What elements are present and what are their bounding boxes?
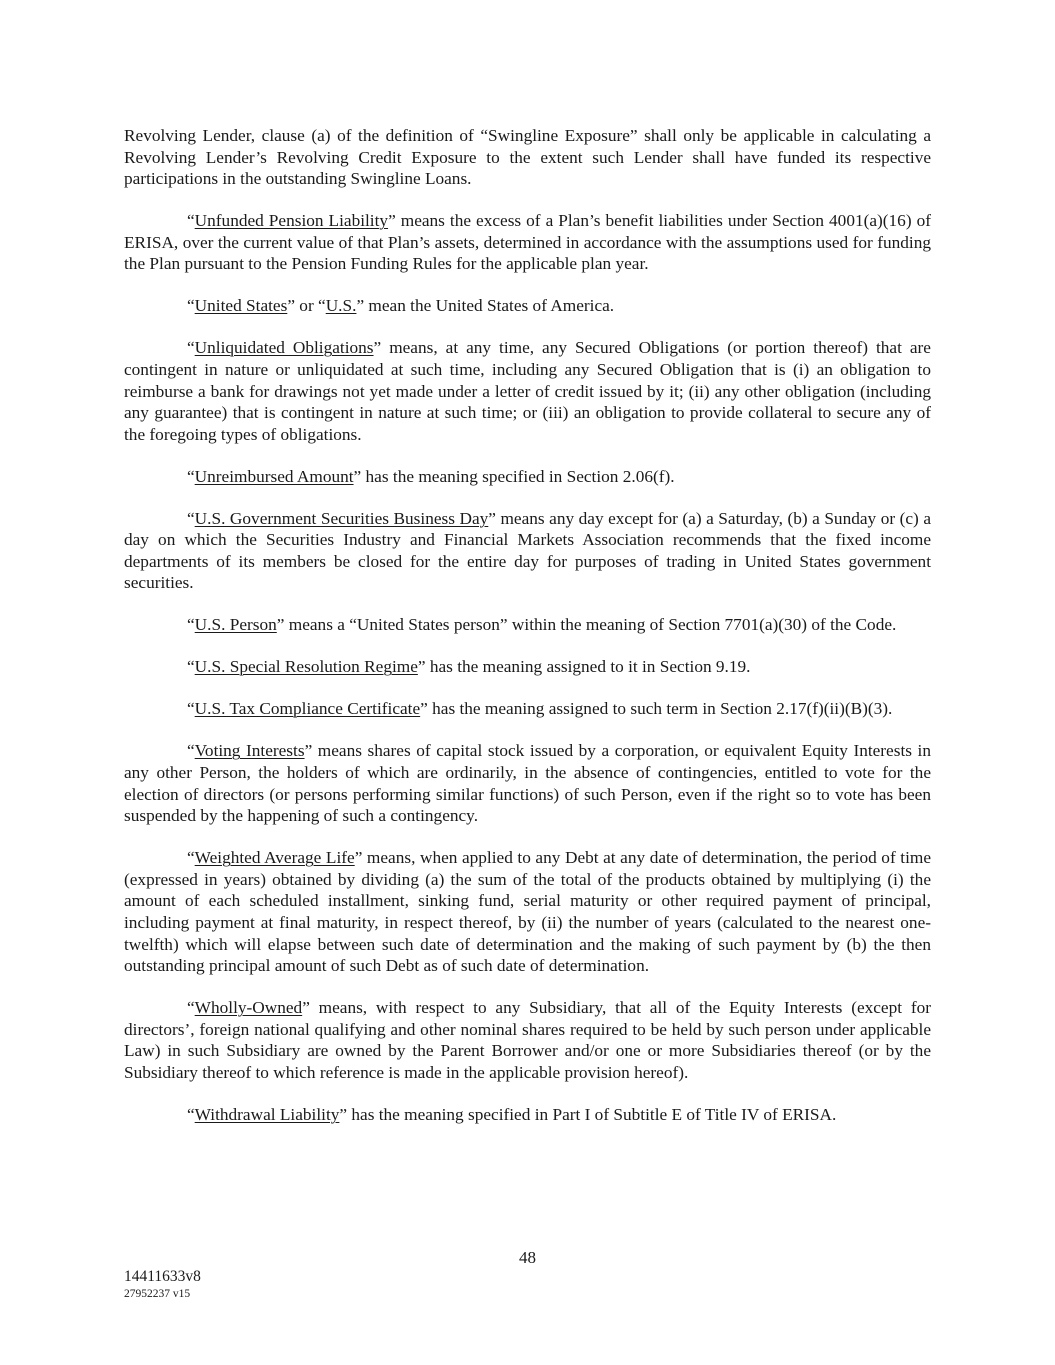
definition-text: ” means, at any time, any Secured Obligations (or portion thereof) that are contingent in nature or unliquidated at such time, including any Secured Obligation that is (i) an obligation to reimburse a bank for drawings not yet made under a letter of credit issued by it; (ii) any other obligation (including any guarantee) that is contingent in nature at such time; or (iii) an obligation to provide collateral to secure any of the foregoing types of obligations. xyxy=(124,338,931,444)
open-quote: “ xyxy=(187,848,195,868)
definition-text: ” means, when applied to any Debt at any date of determination, the period of time (expressed in years) obtained by dividing (a) the sum of the total of the products obtained by multiplying (i) the amount of each scheduled installment, sinking fund, serial maturity or other required payment of principal, including payment at final maturity, in respect thereof, by (ii) the number of years (calculated to the nearest one-twelfth) which will elapse between such date of determination and the making of such payment by (b) the then outstanding principal amount of such Debt as of such date of determination. xyxy=(124,848,931,976)
definition-united-states xyxy=(124,295,931,317)
paragraph-continuation xyxy=(124,125,931,190)
open-quote: “ xyxy=(187,1104,195,1124)
connector-text: ” or “ xyxy=(287,296,326,316)
defined-term: U.S. Tax Compliance Certificate xyxy=(194,699,421,719)
defined-term: Withdrawal Liability xyxy=(194,1104,340,1124)
defined-term: Wholly-Owned xyxy=(194,998,303,1018)
open-quote: “ xyxy=(187,615,195,635)
defined-term-alias: U.S. xyxy=(325,296,357,316)
definition-us-person xyxy=(124,614,931,636)
open-quote: “ xyxy=(187,296,195,316)
definition-us-special-resolution-regime xyxy=(124,656,931,678)
defined-term: Unliquidated Obligations xyxy=(194,338,374,358)
defined-term: Unfunded Pension Liability xyxy=(194,211,389,231)
defined-term: U.S. Special Resolution Regime xyxy=(194,657,418,677)
page-number: 48 xyxy=(519,1248,536,1267)
open-quote: “ xyxy=(187,657,195,677)
open-quote: “ xyxy=(187,741,195,761)
definition-us-tax-compliance-certificate xyxy=(124,698,931,720)
document-id-secondary: 27952237 v15 xyxy=(124,1288,191,1300)
document-body xyxy=(124,125,931,1146)
definition-weighted-average-life xyxy=(124,847,931,977)
defined-term: United States xyxy=(194,296,288,316)
definition-unliquidated-obligations xyxy=(124,337,931,445)
definition-text: ” means shares of capital stock issued by a corporation, or equivalent Equity Interests in any other Person, the holders of which are ordinarily, in the absence of contingencies, entitled to vote for the election of directors (or persons performing similar functions) of such Person, even if the right so to vote has been suspended by the happening of such a contingency. xyxy=(124,741,931,826)
definition-unfunded-pension-liability xyxy=(124,210,931,275)
definition-text: ” means any day except for (a) a Saturday, (b) a Sunday or (c) a day on which the Securities Industry and Financial Markets Association recommends that the fixed income departments of its members be closed for the entire day for purposes of trading in United States government securities. xyxy=(124,508,931,593)
definition-text: ” means, with respect to any Subsidiary, that all of the Equity Interests (except for directors’, foreign national qualifying and other nominal shares required to be held by such person under applicable Law) in such Subsidiary are owned by the Parent Borrower and/or one or more Subsidiaries thereof (or by the Subsidiary thereof to which reference is made in the applicable provision hereof). xyxy=(124,998,931,1082)
defined-term: U.S. Government Securities Business Day xyxy=(194,508,489,528)
defined-term: Unreimbursed Amount xyxy=(194,466,354,486)
definition-text: ” has the meaning specified in Section 2.06(f). xyxy=(353,466,675,486)
defined-term: Weighted Average Life xyxy=(194,848,355,868)
definition-us-government-securities-business-day xyxy=(124,508,931,594)
definition-text: ” has the meaning assigned to such term in Section 2.17(f)(ii)(B)(3). xyxy=(420,699,893,719)
definition-voting-interests xyxy=(124,740,931,826)
definition-text: ” means a “United States person” within the meaning of Section 7701(a)(30) of the Code. xyxy=(276,615,897,635)
open-quote: “ xyxy=(187,998,195,1018)
definition-withdrawal-liability xyxy=(124,1104,931,1126)
open-quote: “ xyxy=(187,338,195,358)
definition-text: ” has the meaning specified in Part I of Subtitle E of Title IV of ERISA. xyxy=(339,1104,837,1124)
open-quote: “ xyxy=(187,211,195,231)
defined-term: U.S. Person xyxy=(194,615,277,635)
open-quote: “ xyxy=(187,699,195,719)
document-id-primary: 14411633v8 xyxy=(124,1268,201,1285)
definition-text: ” means the excess of a Plan’s benefit liabilities under Section 4001(a)(16) of ERISA, over the current value of that Plan’s assets, determined in accordance with the assumptions used for funding the Plan pursuant to the Pension Funding Rules for the applicable plan year. xyxy=(124,211,931,274)
definition-unreimbursed-amount xyxy=(124,466,931,488)
definition-wholly-owned xyxy=(124,997,931,1083)
open-quote: “ xyxy=(187,508,195,528)
definition-text: ” has the meaning assigned to it in Section 9.19. xyxy=(417,657,751,677)
defined-term: Voting Interests xyxy=(194,741,305,761)
paragraph-text: Revolving Lender, clause (a) of the definition of “Swingline Exposure” shall only be applicable in calculating a Revolving Lender’s Revolving Credit Exposure to the extent such Lender shall have funded its respective participations in the outstanding Swingline Loans. xyxy=(124,126,931,189)
definition-text: ” mean the United States of America. xyxy=(356,296,615,316)
open-quote: “ xyxy=(187,466,195,486)
